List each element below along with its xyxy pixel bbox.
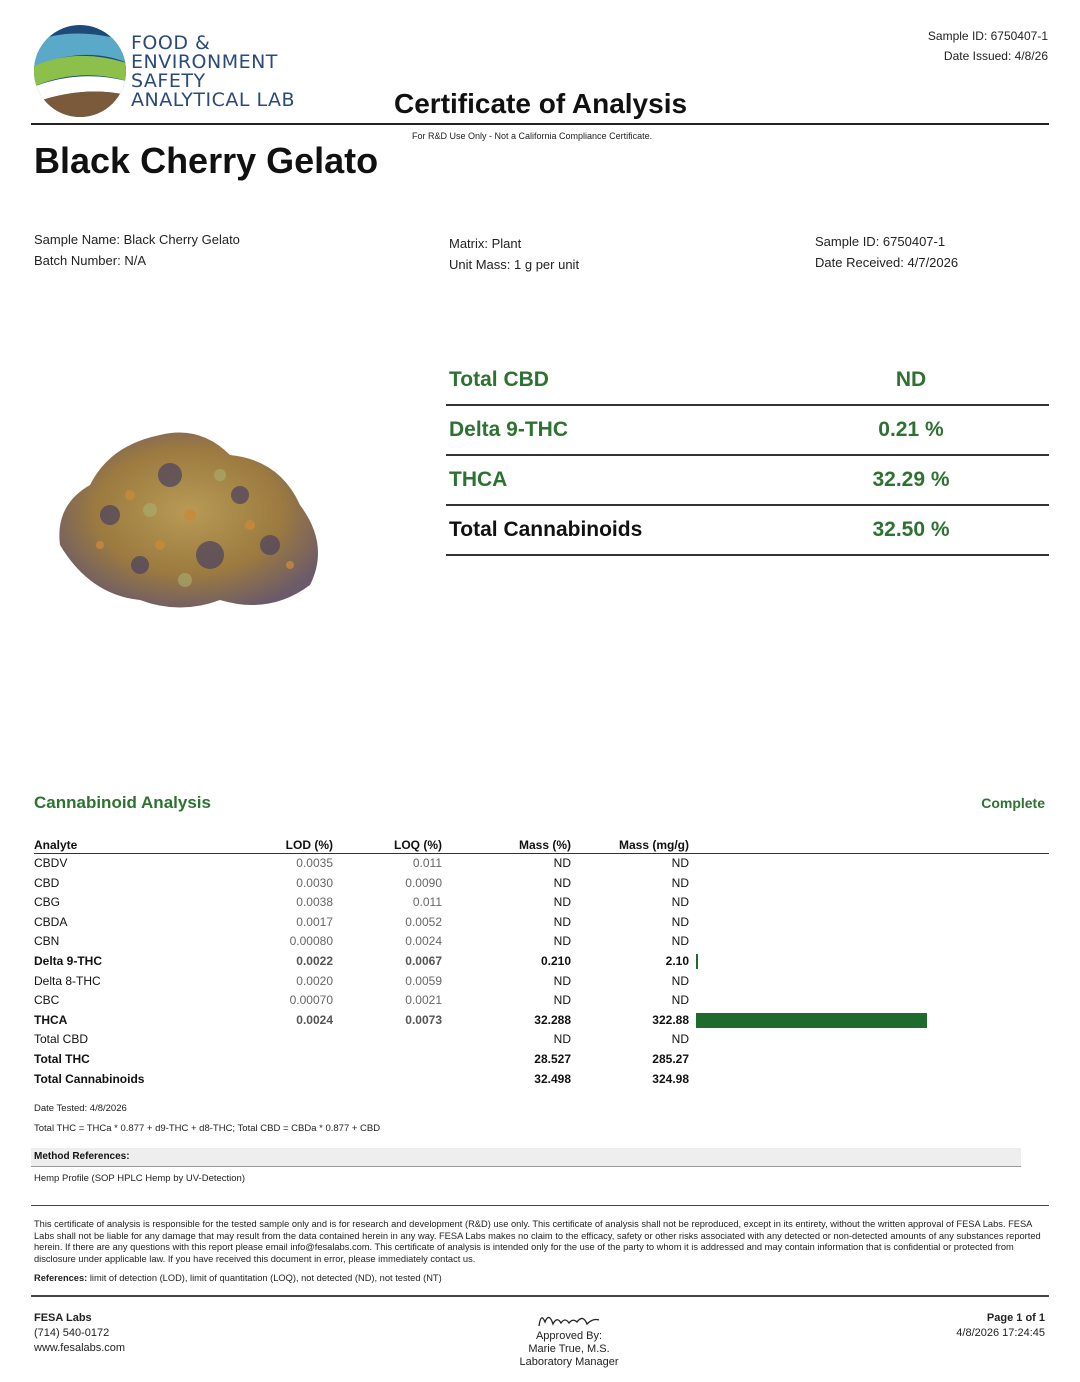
formula-note: Total THC = THCa * 0.877 + d9-THC + d8-THC; Total CBD = CBDa * 0.877 + CBD (34, 1123, 381, 1134)
cell-loq: 0.0024 (405, 934, 442, 949)
unit-mass: Unit Mass: 1 g per unit (449, 257, 580, 272)
signature (469, 1308, 669, 1330)
cell-analyte: Delta 9-THC (34, 953, 103, 968)
mass-bar (696, 1013, 927, 1028)
cell-loq: 0.011 (412, 895, 442, 910)
cell-mass-pct: ND (553, 1032, 571, 1047)
summary-label: THCA (449, 468, 508, 491)
cell-loq: 0.0073 (405, 1012, 442, 1027)
cell-loq: 0.0021 (405, 993, 442, 1008)
cell-mass-pct: ND (553, 934, 571, 949)
summary-label: Total CBD (449, 368, 549, 391)
approved-by-label: Approved By: (535, 1330, 603, 1342)
header-sample-id: Sample ID: 6750407-1 (927, 29, 1048, 43)
cell-mass-mg: ND (671, 914, 689, 929)
sample-info-left (34, 229, 240, 271)
product-name: Black Cherry Gelato (34, 140, 379, 181)
table-row (34, 1030, 1049, 1050)
cell-mass-mg: 285.27 (652, 1051, 689, 1066)
summary-value: ND (895, 368, 927, 391)
summary-row-thca (446, 456, 1049, 506)
cell-mass-pct: ND (553, 875, 571, 890)
approver-title: Laboratory Manager (519, 1356, 619, 1368)
lab-name-line: ANALYTICAL LAB (131, 89, 296, 111)
header-divider (31, 123, 1049, 125)
batch-number: Batch Number: N/A (34, 253, 146, 268)
header-lod: LOD (%) (285, 838, 333, 852)
cell-lod: 0.00080 (289, 934, 333, 949)
cell-mass-mg: 324.98 (652, 1071, 689, 1086)
cell-loq: 0.011 (412, 856, 442, 870)
table-row (34, 991, 1049, 1011)
cell-lod: 0.0022 (296, 953, 333, 968)
cell-mass-pct: ND (553, 856, 571, 870)
cell-analyte: Delta 8-THC (34, 973, 101, 988)
header-analyte: Analyte (34, 838, 78, 852)
cell-lod: 0.0035 (296, 856, 333, 870)
cell-mass-mg: ND (671, 973, 689, 988)
summary-value: 32.50 % (872, 518, 950, 541)
table-row (34, 913, 1049, 933)
header-meta (928, 26, 1048, 66)
cell-lod: 0.0020 (296, 973, 333, 988)
header-loq: LOQ (%) (394, 838, 442, 852)
cell-analyte: CBG (34, 895, 61, 910)
summary-row-delta9-thc (446, 406, 1049, 456)
sample-info-right (815, 231, 958, 273)
cell-lod: 0.0017 (296, 914, 333, 929)
table-row (34, 893, 1049, 913)
cell-mass-mg: ND (671, 875, 689, 890)
cell-lod: 0.0024 (296, 1012, 333, 1027)
lab-name (131, 34, 295, 110)
status-badge: Complete (981, 795, 1045, 811)
table-row (34, 952, 1049, 972)
approval-block (469, 1308, 669, 1369)
table-row (34, 874, 1049, 894)
cannabinoid-table (34, 836, 1049, 1089)
cannabis-bud-image (50, 415, 330, 615)
cell-mass-pct: ND (553, 973, 571, 988)
table-row (34, 854, 1049, 874)
table-row (34, 1011, 1049, 1031)
header-mass-pct: Mass (%) (518, 838, 571, 852)
table-row (34, 972, 1049, 992)
table-header (34, 836, 1049, 854)
date-tested: Date Tested: 4/8/2026 (34, 1103, 127, 1114)
product-photo (50, 415, 330, 615)
approver-name: Marie True, M.S. (528, 1343, 610, 1355)
company-phone: (714) 540-0172 (34, 1327, 110, 1339)
table-row (34, 1050, 1049, 1070)
cell-mass-mg: 2.10 (665, 953, 689, 968)
cell-mass-mg: ND (671, 934, 689, 949)
summary-value: 32.29 % (872, 468, 950, 491)
cell-analyte: CBN (34, 934, 60, 949)
section-title: Cannabinoid Analysis (34, 793, 211, 812)
cell-lod: 0.0030 (296, 875, 333, 890)
cell-analyte: CBD (34, 875, 60, 890)
method-heading: Method References: (34, 1151, 130, 1162)
footer-divider (31, 1295, 1049, 1297)
date-received: Date Received: 4/7/2026 (815, 255, 959, 270)
cell-mass-pct: ND (553, 993, 571, 1008)
cell-analyte: Total THC (34, 1051, 90, 1066)
lab-name-line: ENVIRONMENT (131, 51, 278, 73)
matrix: Matrix: Plant (449, 236, 522, 251)
cell-loq: 0.0052 (405, 914, 442, 929)
rd-use-note: For R&D Use Only - Not a California Compliance Certificate. (412, 131, 653, 141)
cell-analyte: CBDA (34, 914, 68, 929)
references (34, 1273, 442, 1283)
references-text: limit of detection (LOD), limit of quantitation (LOQ), not detected (ND), not tested (NT) (87, 1273, 442, 1283)
cell-mass-mg: ND (671, 856, 689, 870)
summary-row-total-cbd (446, 356, 1049, 406)
page-number: Page 1 of 1 (986, 1312, 1045, 1324)
table-row (34, 932, 1049, 952)
cell-analyte: Total CBD (34, 1032, 89, 1047)
lab-name-line: SAFETY (131, 70, 206, 92)
cell-mass-mg: ND (671, 1032, 689, 1047)
cell-mass-pct: 32.288 (534, 1012, 571, 1027)
document-title: Certificate of Analysis (394, 88, 688, 119)
cell-loq: 0.0067 (405, 953, 442, 968)
lab-name-line: FOOD & (131, 32, 211, 54)
method-text: Hemp Profile (SOP HPLC Hemp by UV-Detection) (34, 1173, 246, 1184)
header-mass-mg: Mass (mg/g) (618, 838, 689, 852)
cell-mass-mg: ND (671, 895, 689, 910)
disclaimer: This certificate of analysis is responsible for the tested sample only and is for research and development (R&D) use only. This certificate of analysis shall not be reproduced, except in its entirety, without the written approval of FESA Labs. FESA Labs shall not be liable for any damage that may result from the data contained herein in any way. FESA Labs makes no claim to the efficacy, safety or other risks associated with any detected or non-detected amounts of any substances reported herein. If there are any questions with this report please email info@fesalabs.com. This certificate of analysis is intended only for the use of the party to whom it is addressed and may contain information that is confidential or protected from disclosure under applicable law. If you have received this document in error, please immediately contact us. (34, 1219, 1041, 1264)
company-website: www.fesalabs.com (34, 1342, 126, 1354)
cell-analyte: CBDV (34, 856, 68, 870)
footer-company-info (34, 1311, 125, 1356)
cell-mass-pct: 0.210 (540, 953, 571, 968)
company-name: FESA Labs (34, 1312, 92, 1324)
sample-id: Sample ID: 6750407-1 (815, 234, 946, 249)
method-references-header (31, 1148, 1021, 1167)
references-label: References: (34, 1273, 88, 1283)
cell-analyte: Total Cannabinoids (34, 1071, 145, 1086)
cell-mass-mg: ND (671, 993, 689, 1008)
header-date-issued: Date Issued: 4/8/26 (943, 49, 1048, 63)
summary-row-total-cannabinoids (446, 506, 1049, 556)
report-timestamp: 4/8/2026 17:24:45 (956, 1327, 1045, 1339)
cell-analyte: CBC (34, 993, 60, 1008)
cell-mass-mg: 322.88 (652, 1012, 689, 1027)
signature-icon (469, 1308, 669, 1330)
summary-value: 0.21 % (878, 418, 944, 441)
summary-label: Total Cannabinoids (449, 518, 643, 541)
table-body (34, 854, 1049, 1089)
cell-lod: 0.0038 (296, 895, 333, 910)
footer-page-info (956, 1311, 1045, 1341)
lab-logo-icon (30, 24, 130, 118)
divider (31, 1205, 1049, 1206)
cell-mass-pct: 28.527 (534, 1051, 571, 1066)
sample-info-center (449, 233, 579, 275)
mass-bar (696, 954, 698, 969)
summary-label: Delta 9-THC (449, 418, 569, 441)
cell-mass-pct: 32.498 (534, 1071, 571, 1086)
cell-mass-pct: ND (553, 914, 571, 929)
table-row (34, 1070, 1049, 1090)
cell-loq: 0.0059 (405, 973, 442, 988)
cell-lod: 0.00070 (289, 993, 333, 1008)
lab-logo (30, 24, 130, 118)
sample-name: Sample Name: Black Cherry Gelato (34, 232, 240, 247)
cell-analyte: THCA (34, 1012, 68, 1027)
cell-mass-pct: ND (553, 895, 571, 910)
cell-loq: 0.0090 (405, 875, 442, 890)
